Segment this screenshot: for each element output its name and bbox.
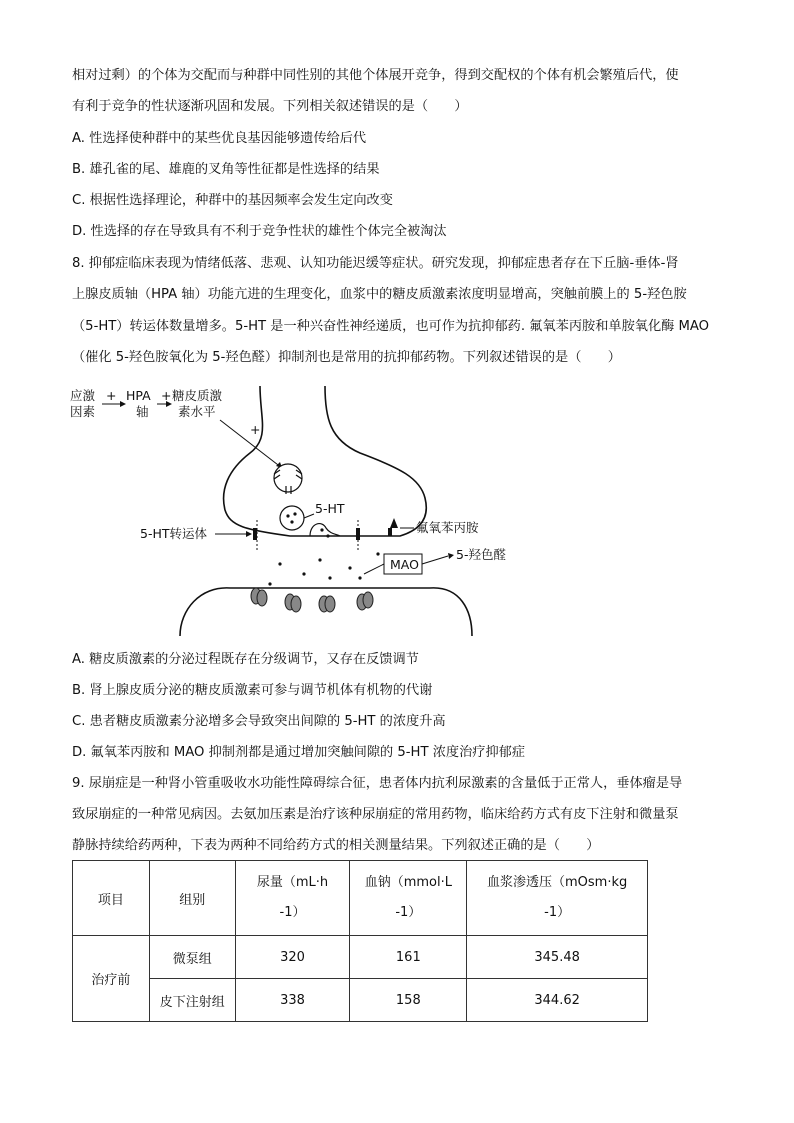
header-osmolality: [467, 861, 648, 936]
q7-option-a: A. 性选择使种群中的某些优良基因能够遗传给后代: [72, 131, 367, 146]
large-vesicle: [274, 464, 302, 492]
q8-text-line-4: （催化 5-羟色胺氧化为 5-羟色醛）抑制剂也是常用的抗抑郁药物。下列叙述错误的是（ ）: [72, 350, 621, 365]
cleft-5ht-dot: [348, 566, 351, 569]
5ht-dot: [286, 514, 289, 517]
q8-option-c: C. 患者糖皮质激素分泌增多会导致突出间隙的 5-HT 的浓度升高: [72, 714, 446, 729]
5ht-pointer: [304, 514, 314, 518]
table-row: [73, 979, 648, 1022]
q8-option-b: B. 肾上腺皮质分泌的糖皮质激素可参与调节机体有机物的代谢: [72, 683, 433, 698]
table-row: [73, 936, 648, 979]
cleft-5ht-dot: [358, 576, 361, 579]
cleft-5ht-dot: [328, 576, 331, 579]
header-item: 项目: [73, 861, 150, 936]
stress-label-2: 因素: [70, 404, 96, 419]
exocytosis-pocket: [310, 524, 340, 536]
transporter-left: [253, 528, 257, 540]
5ht-vesicle: [280, 506, 304, 530]
receptor: [325, 596, 335, 612]
gc-label-2: 素水平: [178, 404, 216, 419]
q8-text-line-1: 8. 抑郁症临床表现为情绪低落、悲观、认知功能迟缓等症状。研究发现，抑郁症患者存在下丘脑-垂体-肾: [72, 256, 679, 271]
fluoxetine-icon: [390, 518, 398, 528]
row-group: 微泵组: [149, 936, 235, 979]
release-dot: [326, 534, 329, 537]
fluoxetine-label: 氟氧苯丙胺: [416, 520, 479, 535]
table-header-row: [73, 861, 648, 936]
mao-arrow-head: [448, 553, 454, 559]
stress-label-1: 应激: [70, 388, 96, 403]
header-urine-line-2: -1）: [279, 905, 306, 920]
transporter-arrow-head: [246, 531, 252, 537]
q7-option-d: D. 性选择的存在导致具有不利于竞争性状的雄性个体完全被淘汰: [72, 224, 447, 239]
plus-sign-3: +: [250, 422, 261, 437]
hpa-label-1: HPA: [126, 388, 151, 403]
header-urine-line-1: 尿量（mL·h: [256, 875, 329, 890]
mao-label: MAO: [390, 557, 419, 572]
section-label: 治疗前: [73, 936, 150, 1022]
plus-sign-2: +: [161, 388, 172, 403]
cleft-5ht-dot: [302, 572, 305, 575]
mao-input-line: [364, 564, 384, 574]
cleft-5ht-dot: [318, 558, 321, 561]
results-table: [72, 860, 648, 1022]
mao-arrow: [422, 556, 448, 564]
header-sodium-line-2: -1）: [395, 905, 422, 920]
q9-text-line-1: 9. 尿崩症是一种肾小管重吸收水功能性障碍综合征，患者体内抗利尿激素的含量低于正常人，垂体瘤是导: [72, 776, 683, 791]
gc-label-1: 糖皮质激: [172, 388, 223, 403]
transporter-label: 5-HT转运体: [140, 526, 207, 541]
row-urine: 338: [235, 979, 350, 1022]
cleft-5ht-dot: [376, 552, 379, 555]
q8-option-d: D. 氟氧苯丙胺和 MAO 抑制剂都是通过增加突触间隙的 5-HT 浓度治疗抑郁症: [72, 745, 526, 760]
q7-option-c: C. 根据性选择理论，种群中的基因频率会发生定向改变: [72, 193, 393, 208]
receptor: [257, 590, 267, 606]
fluoxetine-binding-site: [388, 528, 392, 536]
q8-text-line-2: 上腺皮质轴（HPA 轴）功能亢进的生理变化，血浆中的糖皮质激素浓度明显增高，突触前膜上的 5-羟色胺: [72, 287, 687, 302]
synapse-diagram: [60, 378, 530, 636]
row-urine: 320: [235, 936, 350, 979]
5ht-dot: [290, 520, 293, 523]
q9-text-line-3: 静脉持续给药两种，下表为两种不同给药方式的相关测量结果。下列叙述正确的是（ ）: [72, 838, 600, 853]
q9-text-line-2: 致尿崩症的一种常见病因。去氨加压素是治疗该种尿崩症的常用药物，临床给药方式有皮下注射和微量泵: [72, 807, 679, 822]
q7-text-line-2: 有利于竞争的性状逐渐巩固和发展。下列相关叙述错误的是（ ）: [72, 99, 468, 114]
aldehyde-label: 5-羟色醛: [456, 547, 506, 562]
row-sodium: 161: [350, 936, 467, 979]
receptor: [363, 592, 373, 608]
q8-text-line-3: （5-HT）转运体数量增多。5-HT 是一种兴奋性神经递质，也可作为抗抑郁药. 氟氧苯丙胺和单胺氧化酶 MAO: [72, 319, 710, 334]
q8-option-a: A. 糖皮质激素的分泌过程既存在分级调节，又存在反馈调节: [72, 652, 419, 667]
cleft-5ht-dot: [278, 562, 281, 565]
header-osm-line-1: 血浆渗透压（mOsm·kg: [487, 875, 628, 890]
header-sodium-line-1: 血钠（mmol·L: [364, 875, 452, 890]
header-osm-line-2: -1）: [544, 905, 571, 920]
row-osmolality: 345.48: [467, 936, 648, 979]
row-sodium: 158: [350, 979, 467, 1022]
postsynaptic-receptors: [251, 588, 373, 612]
q7-text-line-1: 相对过剩）的个体为交配而与种群中同性别的其他个体展开竞争，得到交配权的个体有机会繁殖后代，使: [72, 68, 679, 83]
release-dot: [320, 528, 323, 531]
5ht-label: 5-HT: [315, 501, 345, 516]
row-osmolality: 344.62: [467, 979, 648, 1022]
cleft-5ht-dot: [268, 582, 271, 585]
row-group: 皮下注射组: [149, 979, 235, 1022]
header-group: 组别: [149, 861, 235, 936]
receptor: [291, 596, 301, 612]
5ht-dot: [293, 512, 296, 515]
header-sodium: [350, 861, 467, 936]
hpa-label-2: 轴: [136, 404, 149, 419]
header-urine: [235, 861, 350, 936]
plus-sign-1: +: [106, 388, 117, 403]
q7-option-b: B. 雄孔雀的尾、雄鹿的叉角等性征都是性选择的结果: [72, 162, 380, 177]
